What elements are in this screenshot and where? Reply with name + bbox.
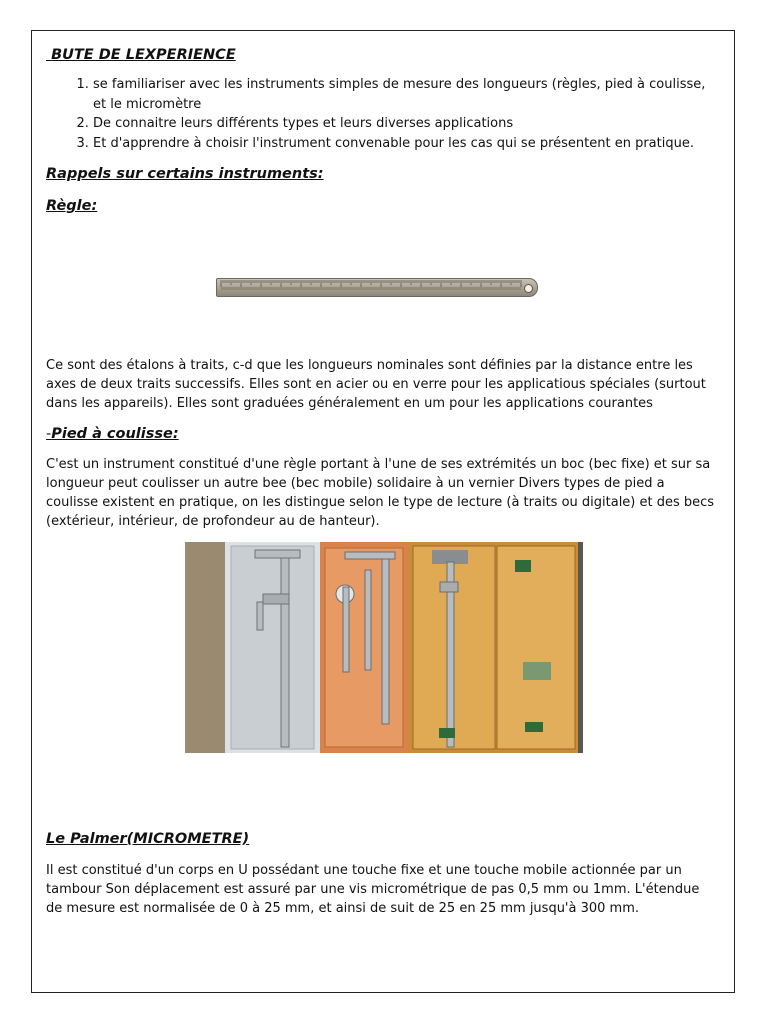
- objective-item: 1. se familiariser avec les instruments simples de mesure des longueurs (règles, pied à coulisse, et le micromètre: [93, 75, 714, 114]
- calipers-illustration: [185, 542, 583, 753]
- ruler-image: [216, 278, 538, 297]
- objective-item: 3. Et d'apprendre à choisir l'instrument convenable pour les cas qui se présentent en pratique.: [93, 134, 714, 154]
- regle-paragraph: Ce sont des étalons à traits, c-d que les longueurs nominales sont définies par la distance entre les axes de deux traits successifs. Elles sont en acier ou en verre pour les applicatious spéciales (surtout dans les appareils). Elles sont graduées généralement en um pour les applications courantes: [46, 358, 706, 411]
- palmer-heading: Le Palmer(MICROMETRE): [46, 831, 250, 847]
- objective-item: 2. De connaitre leurs différents types et leurs diverses applications: [93, 114, 714, 134]
- objectives-list: [46, 75, 714, 153]
- regle-heading: Règle:: [46, 198, 98, 214]
- section-title-bute: BUTE DE LEXPERIENCE: [51, 47, 236, 63]
- ruler-graduations: [217, 279, 539, 298]
- palmer-paragraph: Il est constitué d'un corps en U possédant une touche fixe et une touche mobile actionnée par un tambour Son déplacement est assuré par une vis micrométrique de pas 0,5 mm ou 1mm. L'étendue de mesure est normalisée de 0 à 25 mm, et ainsi de suit de 25 en 25 mm jusqu'à 300 mm.: [46, 863, 700, 916]
- calipers-photo: [185, 542, 583, 753]
- pied-heading: -Pied à coulisse:: [46, 426, 179, 442]
- pied-paragraph: C'est un instrument constitué d'une règle portant à l'une de ses extrémités un boc (bec fixe) et sur sa longueur peut coulisser un autre bee (bec mobile) solidaire à un vernier Divers types de pied a coulisse existent en pratique, on les distingue selon le type de lecture (à traits ou digitale) et des becs (extérieur, intérieur, de profondeur au de hanteur).: [46, 457, 715, 529]
- ruler-hole: [524, 284, 533, 293]
- rappels-heading: Rappels sur certains instruments:: [46, 166, 324, 182]
